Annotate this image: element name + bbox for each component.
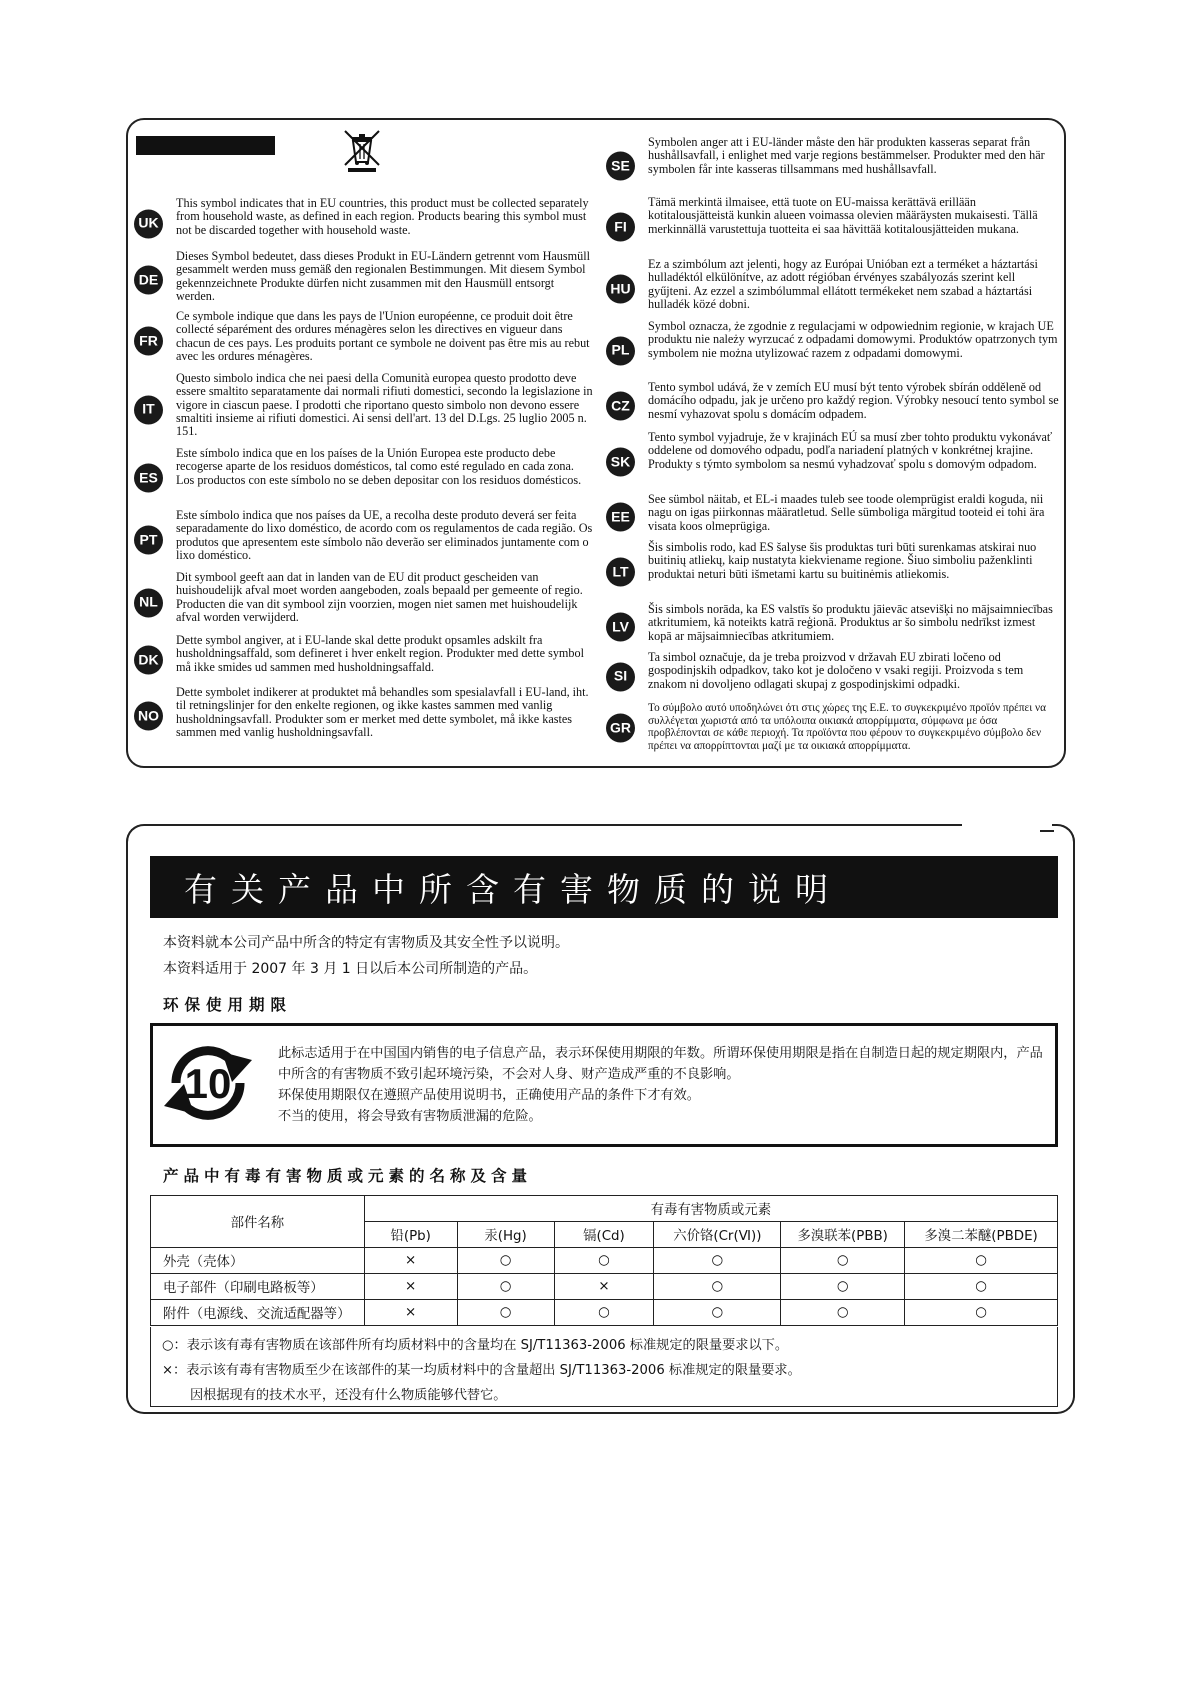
- hazardous-substance-table: [150, 1195, 1058, 1326]
- country-badge: DK: [134, 646, 163, 675]
- table-row: [151, 1274, 1058, 1300]
- table-cell: ○: [457, 1274, 554, 1300]
- table-cell: ○: [654, 1274, 781, 1300]
- table-cell: ○: [457, 1248, 554, 1274]
- weee-entry-lt: [606, 541, 1060, 603]
- country-badge: CZ: [606, 392, 635, 421]
- table-row: [151, 1300, 1058, 1326]
- table-cell: ○: [554, 1248, 654, 1274]
- weee-entry-text: Ta simbol označuje, da je treba proizvod v državah EU zbirati ločeno od gospodinjskih odpadkov, tako kot je določeno v vsaki regiji. Proizvoda s tem znakom ni dovoljeno odlagati skupaj z gospodinjskimi odpadki.: [648, 650, 1024, 691]
- country-badge: NO: [134, 702, 163, 731]
- weee-entry-si: [606, 651, 1060, 702]
- table-row-label: 外壳（壳体）: [151, 1248, 365, 1274]
- panel-corner: [1052, 824, 1075, 846]
- weee-entry-text: Šis simbolis rodo, kad ES šalyse šis produktas turi būti surenkamas atskirai nuo buitinių atliekų, kaip nustatyta kiekviename regione. Šiuo simboliu paženklinti produktai neturi būti išmetami kartu su buitinėmis atliekomis.: [648, 540, 1037, 581]
- country-badge: LT: [606, 558, 635, 587]
- weee-entry-text: See sümbol näitab, et EL-i maades tuleb see toode olemprügist eraldi koguda, nii nagu on igas piirkonnas määratletud. Selle sümboliga märgitud tooteid ei tohi ära visata koos olmeprügiga.: [648, 492, 1045, 533]
- country-badge: DE: [134, 266, 163, 295]
- country-badge: GR: [606, 714, 635, 743]
- weee-entry-text: Symbolen anger att i EU-länder måste den här produkten kasseras separat från hushållsavfall, i enlighet med varje regions bestämmelser. Produkter med den här symbolen får inte kasseras tillsammans med hushållsavfall.: [648, 135, 1045, 176]
- rohs-title: 有关产品中所含有害物质的说明: [150, 856, 1058, 918]
- table-cell: ×: [364, 1274, 457, 1300]
- weee-entry-fr: [134, 310, 594, 372]
- table-row-label: 电子部件（印刷电路板等）: [151, 1274, 365, 1300]
- table-cell: ○: [654, 1300, 781, 1326]
- weee-entry-text: Questo simbolo indica che nei paesi della Comunità europea questo prodotto deve essere smaltito separatamente dai normali rifiuti domestici, secondo la legislazione in vigore in ciascun paese. I prodotti che riportano questo simbolo non devono essere smaltiti insieme ai rifiuti domestici. Ai sensi dell'art. 13 del D.Lgs. 25 luglio 2005 n. 151.: [176, 371, 593, 439]
- table-cell: ○: [905, 1248, 1058, 1274]
- weee-left-column: [134, 197, 594, 746]
- weee-entry-sk: [606, 431, 1060, 493]
- country-badge: FR: [134, 327, 163, 356]
- table-heading: 产品中有毒有害物质或元素的名称及含量: [163, 1167, 533, 1185]
- weee-entry-text: Dieses Symbol bedeutet, dass dieses Produkt in EU-Ländern getrennt vom Hausmüll gesammelt werden muss gemäß den regionalen Bestimmungen. Mit diesem Symbol gekennzeichnete Produkte dürfen nicht zusammen mit den Hausmüll entsorgt werden.: [176, 249, 590, 303]
- table-cell: ○: [554, 1300, 654, 1326]
- table-cell: ×: [364, 1300, 457, 1326]
- country-badge: ES: [134, 464, 163, 493]
- weee-entry-hu: [606, 258, 1060, 320]
- country-badge: SI: [606, 662, 635, 691]
- weee-entry-pt: [134, 509, 594, 571]
- table-column-header: 多溴二苯醚(PBDE): [905, 1222, 1058, 1248]
- country-badge: NL: [134, 588, 163, 617]
- weee-entry-text: Dit symbool geeft aan dat in landen van de EU dit product gescheiden van huishoudelijk afval moet worden aangeboden, zoals bepaald per gemeente of regio. Producten die van dit symbool zijn voorzien, mogen niet samen met huishoudelijk afval worden verwijderd.: [176, 570, 583, 624]
- weee-entry-dk: [134, 634, 594, 686]
- note-circle: ○：表示该有毒有害物质在该部件所有均质材料中的含量均在 SJ/T11363-2006 标准规定的限量要求以下。: [162, 1338, 789, 1353]
- table-column-header: 六价铬(Cr(Ⅵ)): [654, 1222, 781, 1248]
- panel-corner: [126, 824, 148, 846]
- weee-entry-no: [134, 686, 594, 746]
- weee-entry-text: Ce symbole indique que dans les pays de l'Union européenne, ce produit doit être collecté séparément des ordures ménagères selon les directives en vigueur dans chacun de ces pays. Les produits portant ce symbole ne doivent pas être mis au rebut avec les ordures ménagères.: [176, 309, 590, 363]
- country-badge: FI: [606, 213, 635, 242]
- weee-entry-text: This symbol indicates that in EU countries, this product must be collected separately from household waste, as defined in each region. Products bearing this symbol must not be discarded together with household waste.: [176, 196, 589, 237]
- panel-top-border: [144, 824, 962, 826]
- efup-paragraph: 此标志适用于在中国国内销售的电子信息产品，表示环保使用期限的年数。所谓环保使用期限是指在自制造日起的规定期限内，产品中所含的有害物质不致引起环境污染，不会对人身、财产造成严重的不良影响。: [278, 1046, 1043, 1082]
- weee-entry-nl: [134, 571, 594, 634]
- table-cell: ○: [905, 1274, 1058, 1300]
- weee-entry-lv: [606, 603, 1060, 651]
- country-badge: PL: [606, 336, 635, 365]
- weee-entry-text: Ez a szimbólum azt jelenti, hogy az Európai Unióban ezt a terméket a háztartási hulladéktól elkülönítve, az adott régióban érvényes szabályozás szerint kell gyűjteni. Az ezzel a szimbólummal ellátott termékeket nem szabad a háztartási hulladék közé dobni.: [648, 257, 1038, 311]
- note-continuation: 因根据现有的技术水平，还没有什么物质能够代替它。: [190, 1388, 507, 1403]
- table-row-label: 附件（电源线、交流适配器等）: [151, 1300, 365, 1326]
- weee-entry-text: Dette symbol angiver, at i EU-lande skal dette produkt opsamles adskilt fra husholdningsaffald, som defineret i hver enkelt region. Produkter med dette symbol må ikke smides ud sammen med husholdningsaffald.: [176, 633, 584, 674]
- weee-entry-text: Tämä merkintä ilmaisee, että tuote on EU-maissa kerättävä erillään kotitalousjätteistä kunkin alueen voimassa olevien määräysten mukaisesti. Tällä merkinnällä varustettuja tuotteita ei saa hävittää kotitalousjätteiden mukana.: [648, 195, 1038, 236]
- table-cell: ○: [781, 1300, 905, 1326]
- weee-black-bar: [136, 136, 275, 155]
- efup-logo-number: 10: [184, 1060, 232, 1107]
- table-cell: ×: [554, 1274, 654, 1300]
- country-badge: HU: [606, 275, 635, 304]
- weee-entry-gr: [606, 702, 1060, 754]
- efup-heading: 环保使用期限: [163, 996, 293, 1014]
- country-badge: EE: [606, 503, 635, 532]
- table-header-group: 有毒有害物质或元素: [364, 1196, 1057, 1222]
- table-cell: ○: [457, 1300, 554, 1326]
- weee-entry-pl: [606, 320, 1060, 381]
- country-badge: IT: [134, 395, 163, 424]
- weee-entry-text: Este símbolo indica que en los países de la Unión Europea este producto debe recogerse aparte de los residuos domésticos, tal como esté regulado en cada zona. Los productos con este símbolo no se deben depositar con los residuos domésticos.: [176, 446, 582, 487]
- table-cell: ○: [781, 1274, 905, 1300]
- table-column-header: 镉(Cd): [554, 1222, 654, 1248]
- efup-paragraph: 环保使用期限仅在遵照产品使用说明书，正确使用产品的条件下才有效。: [278, 1088, 700, 1103]
- weee-entry-it: [134, 372, 594, 447]
- intro-line-1: 本资料就本公司产品中所含的特定有害物质及其安全性予以说明。: [163, 935, 569, 951]
- efup-paragraph: 不当的使用，将会导致有害物质泄漏的危险。: [278, 1109, 542, 1124]
- efup-text: [278, 1043, 1048, 1127]
- country-badge: SK: [606, 448, 635, 477]
- table-column-header: 铅(Pb): [364, 1222, 457, 1248]
- table-column-header: 多溴联苯(PBB): [781, 1222, 905, 1248]
- weee-entry-text: Šis simbols norāda, ka ES valstīs šo produktu jāievāc atsevišķi no mājsaimniecības atkritumiem, kā noteikts katrā reģionā. Produktus ar šo simbolu nedrīkst izmest kopā ar mājsaimniecības atkritumiem.: [648, 602, 1053, 643]
- weee-entry-uk: [134, 197, 594, 250]
- weee-entry-text: Dette symbolet indikerer at produktet må behandles som spesialavfall i EU-land, iht. til retningslinjer for den enkelte regionen, og ikke kastes sammen med vanlig husholdningsavfall. Produkter som er merket med dette symbolet, må ikke kastes sammen med vanlig husholdningsavfall.: [176, 685, 589, 739]
- country-badge: UK: [134, 209, 163, 238]
- weee-entry-text: Este símbolo indica que nos países da UE, a recolha deste produto deverá ser feita separadamente do lixo doméstico, de acordo com os regulamentos de cada região. Os produtos que apresentem este símbolo não deverão ser eliminados juntamente com o lixo doméstico.: [176, 508, 593, 562]
- note-cross: ×：表示该有毒有害物质至少在该部件的某一均质材料中的含量超出 SJ/T11363-2006 标准规定的限量要求。: [162, 1363, 801, 1378]
- table-cell: ○: [781, 1248, 905, 1274]
- table-header-part: 部件名称: [151, 1196, 365, 1248]
- weee-entry-fi: [606, 196, 1060, 258]
- table-row: [151, 1248, 1058, 1274]
- country-badge: PT: [134, 526, 163, 555]
- crossed-out-bin-icon: [340, 128, 384, 172]
- country-badge: SE: [606, 152, 635, 181]
- intro-line-2: 本资料适用于 2007 年 3 月 1 日以后本公司所制造的产品。: [163, 961, 538, 977]
- table-notes: [162, 1333, 801, 1408]
- weee-entry-ee: [606, 493, 1060, 541]
- weee-entry-cz: [606, 381, 1060, 431]
- weee-right-column: [606, 136, 1060, 754]
- table-cell: ×: [364, 1248, 457, 1274]
- weee-entry-text: Tento symbol udává, že v zemích EU musí být tento výrobek sbírán odděleně od domácího odpadu, jak je určeno pro každý region. Výrobky nesoucí tento symbol se nesmí vyhazovat spolu s domácím odpadem.: [648, 380, 1059, 421]
- table-column-header: 汞(Hg): [457, 1222, 554, 1248]
- table-cell: ○: [905, 1300, 1058, 1326]
- weee-entry-se: [606, 136, 1060, 196]
- efup-10-logo-icon: [156, 1038, 260, 1128]
- weee-entry-es: [134, 447, 594, 509]
- weee-entry-text: Symbol oznacza, że zgodnie z regulacjami w odpowiednim regionie, w krajach UE produktu nie należy wyrzucać z odpadami domowymi. Produktów opatrzonych tym symbolem nie można utylizować razem z odpadami domowymi.: [648, 319, 1058, 360]
- country-badge: LV: [606, 613, 635, 642]
- table-cell: ○: [654, 1248, 781, 1274]
- weee-entry-text: Το σύμβολο αυτό υποδηλώνει ότι στις χώρες της Ε.Ε. το συγκεκριμένο προϊόν πρέπει να συλλέγεται χωριστά από τα υπόλοιπα οικιακά απορρίμματα, σύμφωνα με όσα προβλέπονται σε κάθε περιοχή. Τα προϊόντα που φέρουν το συγκεκριμένο σύμβολο δεν πρέπει να απορρίπτονται μαζί με τα οικιακά απορρίμματα.: [648, 702, 1046, 752]
- weee-entry-text: Tento symbol vyjadruje, že v krajinách EÚ sa musí zber tohto produktu vykonávať oddelene od domového odpadu, podľa nariadení platných v konkrétnej krajine. Produkty s týmto symbolom sa nesmú vyhadzovať spolu s domovým odpadom.: [648, 430, 1053, 471]
- weee-entry-de: [134, 250, 594, 310]
